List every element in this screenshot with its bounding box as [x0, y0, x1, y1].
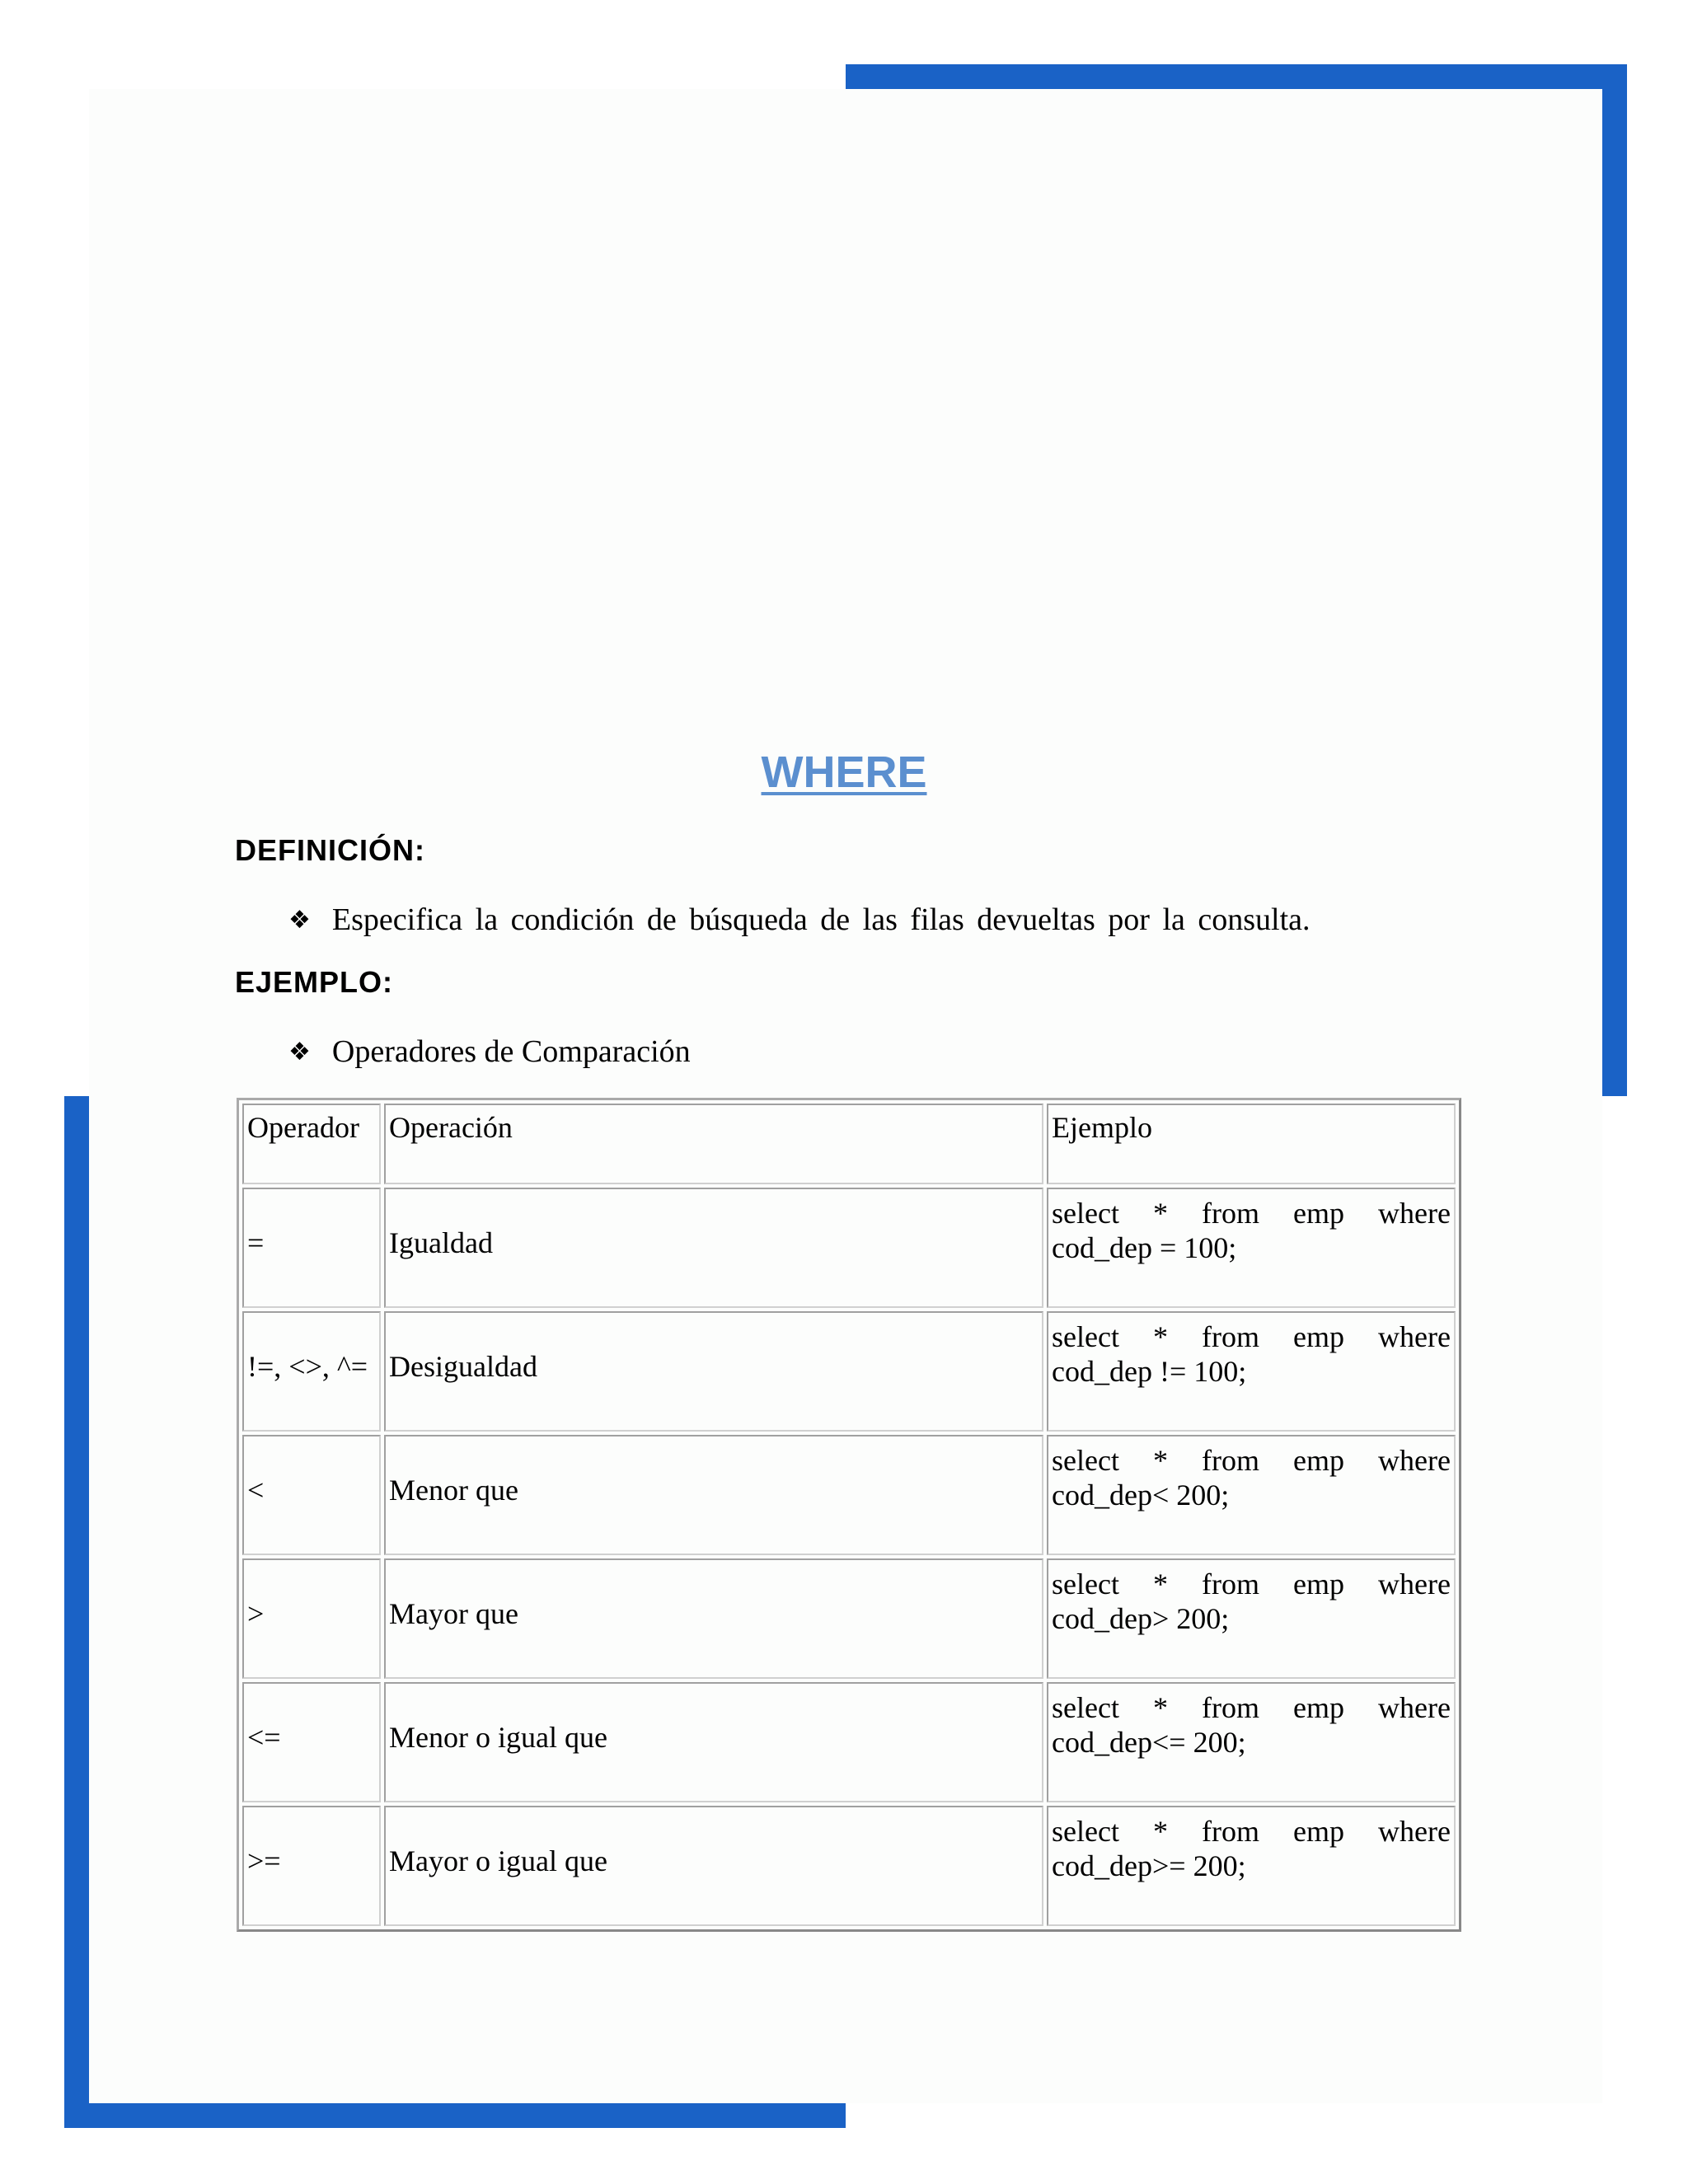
definition-bullet: [288, 900, 1311, 940]
operation-cell: Igualdad: [384, 1188, 1043, 1308]
table-row: [242, 1806, 1456, 1926]
table-row: [242, 1311, 1456, 1432]
example-cell: select * from emp where cod_dep<= 200;: [1047, 1682, 1456, 1802]
operator-cell: >=: [242, 1806, 381, 1926]
operation-cell: Mayor o igual que: [384, 1806, 1043, 1926]
diamond-bullet-icon: ❖: [288, 1038, 311, 1066]
operation-cell: Desigualdad: [384, 1311, 1043, 1432]
example-cell: select * from emp where cod_dep>= 200;: [1047, 1806, 1456, 1926]
operation-cell: Mayor que: [384, 1558, 1043, 1679]
operation-cell: Menor o igual que: [384, 1682, 1043, 1802]
table-row: [242, 1682, 1456, 1802]
table-row: [242, 1188, 1456, 1308]
operator-cell: <=: [242, 1682, 381, 1802]
operator-cell: <: [242, 1435, 381, 1555]
header-example: Ejemplo: [1047, 1104, 1456, 1184]
example-cell: select * from emp where cod_dep != 100;: [1047, 1311, 1456, 1432]
definition-heading: DEFINICIÓN:: [235, 833, 425, 867]
example-bullet: [288, 1032, 691, 1072]
table-row: [242, 1435, 1456, 1555]
operator-cell: >: [242, 1558, 381, 1679]
page-title: WHERE: [761, 748, 927, 797]
diamond-bullet-icon: ❖: [288, 906, 311, 935]
comparison-operators-table: [237, 1098, 1461, 1932]
header-operation: Operación: [384, 1104, 1043, 1184]
table-row: [242, 1558, 1456, 1679]
operator-cell: !=, <>, ^=: [242, 1311, 381, 1432]
table-header-row: [242, 1104, 1456, 1184]
example-text: Operadores de Comparación: [331, 1034, 691, 1069]
operator-cell: =: [242, 1188, 381, 1308]
example-heading: EJEMPLO:: [235, 965, 394, 999]
example-cell: select * from emp where cod_dep< 200;: [1047, 1435, 1456, 1555]
header-operator: Operador: [242, 1104, 381, 1184]
example-cell: select * from emp where cod_dep> 200;: [1047, 1558, 1456, 1679]
example-cell: select * from emp where cod_dep = 100;: [1047, 1188, 1456, 1308]
operation-cell: Menor que: [384, 1435, 1043, 1555]
definition-text: Especifica la condición de búsqueda de las filas devueltas por la consulta.: [331, 902, 1311, 937]
